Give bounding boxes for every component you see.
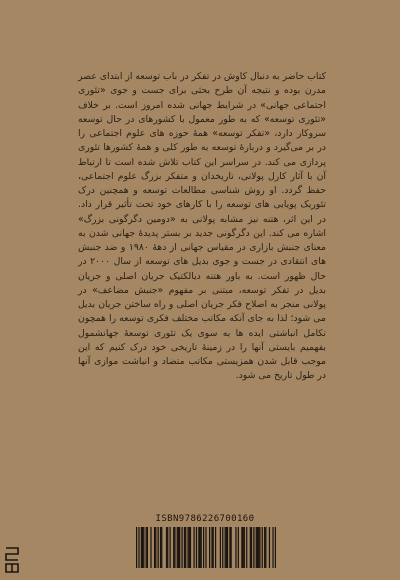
barcode-bar <box>257 527 258 568</box>
barcode-bar <box>225 527 226 568</box>
barcode-bar <box>222 527 223 568</box>
barcode <box>136 527 276 568</box>
barcode-bar <box>244 527 245 568</box>
barcode-bar <box>242 527 243 568</box>
barcode-bar <box>155 527 156 568</box>
barcode-bar <box>193 527 194 568</box>
publisher-logo-icon <box>4 546 20 574</box>
barcode-bar <box>160 527 161 568</box>
barcode-bar <box>231 527 232 568</box>
barcode-bar <box>227 527 228 568</box>
barcode-bar <box>141 527 142 568</box>
barcode-bar <box>235 527 236 568</box>
barcode-bar <box>220 527 221 568</box>
barcode-bar <box>142 527 143 568</box>
barcode-bar <box>173 527 174 568</box>
barcode-bar <box>238 527 239 568</box>
barcode-bar <box>229 527 230 568</box>
barcode-bar <box>209 527 210 568</box>
barcode-bar <box>256 527 257 568</box>
barcode-bar <box>136 527 137 568</box>
barcode-bar <box>184 527 185 568</box>
barcode-bar <box>201 527 202 568</box>
barcode-bar <box>226 527 227 568</box>
barcode-bar <box>150 527 151 568</box>
barcode-bar <box>203 527 204 568</box>
barcode-bar <box>265 527 266 568</box>
barcode-bar <box>161 527 162 568</box>
barcode-bar <box>174 527 175 568</box>
barcode-bar <box>190 527 191 568</box>
barcode-bar <box>246 527 247 568</box>
barcode-bar <box>189 527 190 568</box>
barcode-bar <box>215 527 216 568</box>
barcode-bar <box>211 527 212 568</box>
barcode-bar <box>198 527 199 568</box>
barcode-bar <box>167 527 168 568</box>
barcode-bar <box>146 527 147 568</box>
barcode-bar <box>262 527 263 568</box>
isbn-number: ISBN9786226700160 <box>155 514 255 524</box>
barcode-bar <box>205 527 206 568</box>
barcode-bar <box>185 527 186 568</box>
barcode-bar <box>241 527 242 568</box>
barcode-bar <box>143 527 144 568</box>
barcode-bar <box>258 527 259 568</box>
barcode-bar <box>253 527 254 568</box>
barcode-bar <box>196 527 197 568</box>
barcode-bar <box>158 527 159 568</box>
barcode-bar <box>251 527 252 568</box>
barcode-bar <box>275 527 276 568</box>
barcode-bar <box>250 527 251 568</box>
blurb-paragraph: کتاب حاضر به دنبال کاوش در تفکر در باب توسعه از ابتدای عصر مدرن بوده و نتیجه آن طرح بحثی برای جست و جوی «تئوری اجتماعی جهانی» در شرایط جهانی شده امروز است. بر خلاف «تئوری توسعه» که به طور معمول با کشورهای در حال توسعه سروکار دارد، «تفکر توسعه» همهٔ حوزه های علوم اجتماعی را در بر می‌گیرد و دربارهٔ توسعه به طور کلی و همهٔ کشورها تئوری پردازی می کند. در سراسر این کتاب تلاش شده است تا ارتباط آن با آثار کارل پولانی، تاریخدان و متفکر بزرگ علوم اجتماعی، حفظ گردد. او روش شناسی مطالعات توسعه و همچنین درک تئوریک پویایی های توسعه را با کارهای خود تحت تأثیر قرار داد. در این اثر، هتنه نیز مشابه پولانی به «دومین دگرگونی بزرگ» اشاره می کند. این دگرگونی جدید بر بستر پدیدهٔ جهانی شدن به معنای جنبش بازاری در مقیاس جهانی از دههٔ ۱۹۸۰ و ضد جنبش های انتقادی در جست و جوی بدیل های توسعه از سال ۲۰۰۰ در حال ظهور است. به باور هتنه دیالکتیک جریان اصلی و جریان بدیل در تفکر توسعه، مبتنی بر مفهوم «جنبش مضاعف» در پولانی منجر به اصلاح فکر جریان اصلی و راه ساختن جریان بدیل می شود؛ لذا به جای آنکه مکاتب مختلف فکری توسعه را همچون تکامل انباشتی ایده ها به سوی یک تئوری توسعهٔ جهانشمول بفهمیم بایستی آنها را در زمینهٔ تاریخی خود درک کنیم که این موجب قابل شدن همزیستی مکاتب متضاد و انباشت موازی آنها در طول تاریخ می شود. <box>78 71 327 382</box>
barcode-bar <box>179 527 180 568</box>
isbn-barcode-block <box>130 514 280 570</box>
barcode-bar <box>181 527 182 568</box>
barcode-bar <box>259 527 260 568</box>
barcode-bar <box>178 527 179 568</box>
barcode-bar <box>187 527 188 568</box>
barcode-bar <box>177 527 178 568</box>
barcode-bar <box>272 527 273 568</box>
barcode-bar <box>170 527 171 568</box>
barcode-bar <box>147 527 148 568</box>
barcode-bar <box>264 527 265 568</box>
barcode-bar <box>269 527 270 568</box>
barcode-bar <box>154 527 155 568</box>
barcode-bar <box>213 527 214 568</box>
barcode-bar <box>199 527 200 568</box>
blurb-text-block <box>78 70 326 384</box>
barcode-bar <box>138 527 139 568</box>
barcode-bar <box>166 527 167 568</box>
